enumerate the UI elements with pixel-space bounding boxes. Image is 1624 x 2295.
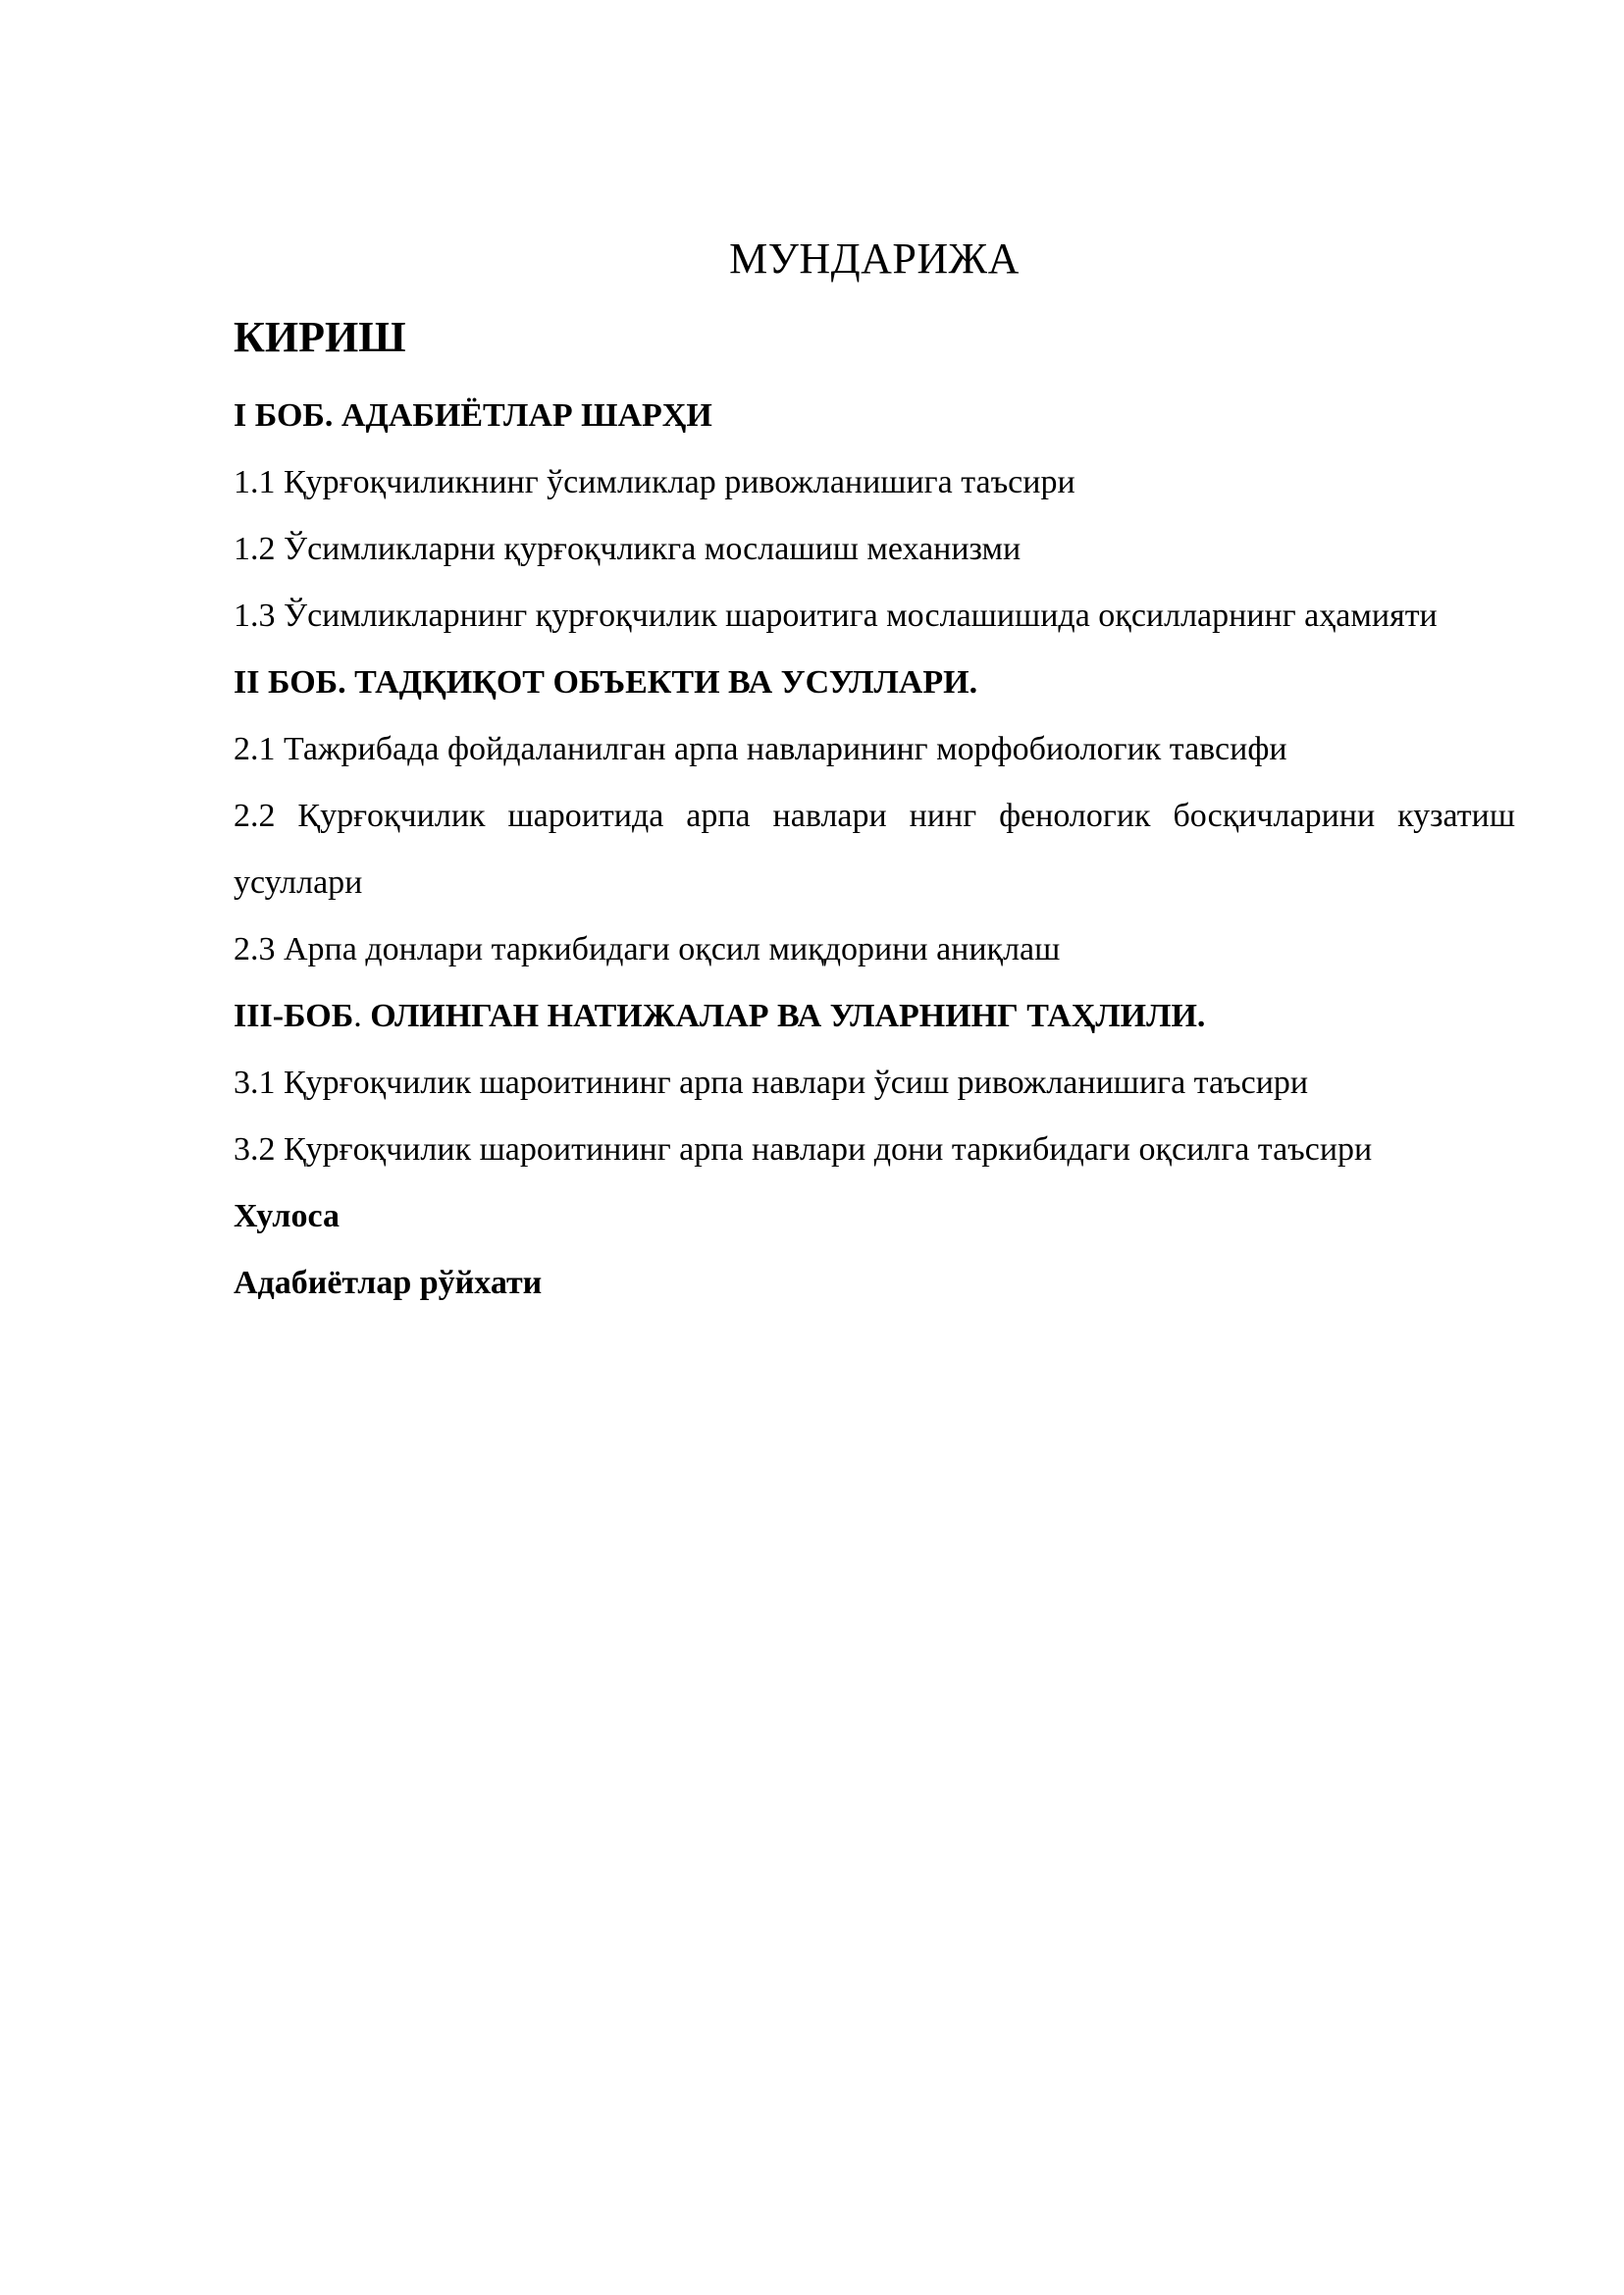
toc-conclusion: Хулоса — [234, 1198, 340, 1234]
toc-chapter-3 — [234, 983, 1515, 1050]
toc-intro: КИРИШ — [234, 313, 406, 361]
toc-chapter-2: II БОБ. ТАДҚИҚОТ ОБЪЕКТИ ВА УСУЛЛАРИ. — [234, 664, 978, 701]
toc-section-3-1: 3.1 Қурғоқчилик шароитининг арпа навлари ўсиш ривожланишига таъсири — [234, 1065, 1309, 1101]
toc-chapter-1: I БОБ. АДАБИЁТЛАР ШАРҲИ — [234, 397, 712, 434]
toc-title: МУНДАРИЖА — [729, 235, 1020, 283]
toc-chapter-3-dot: . — [353, 998, 362, 1034]
toc-chapter-3-title: ОЛИНГАН НАТИЖАЛАР ВА УЛАРНИНГ ТАҲЛИЛИ. — [361, 998, 1206, 1034]
toc-section-2-3: 2.3 Арпа донлари таркибидаги оқсил миқдорини аниқлаш — [234, 931, 1061, 967]
toc-section-2-2: 2.2 Қурғоқчилик шароитида арпа навлари нинг фенологик босқичларини кузатиш усуллари — [234, 798, 1515, 901]
table-of-contents — [234, 220, 1515, 1317]
toc-references: Адабиётлар рўйхати — [234, 1265, 543, 1301]
toc-chapter-3-prefix: III-БОБ — [234, 998, 354, 1034]
toc-section-3-2: 3.2 Қурғоқчилик шароитининг арпа навлари дони таркибидаги оқсилга таъсири — [234, 1131, 1373, 1168]
toc-section-1-1: 1.1 Қурғоқчиликнинг ўсимликлар ривожланишига таъсири — [234, 464, 1075, 500]
toc-section-2-1: 2.1 Тажрибада фойдаланилган арпа навларининг морфобиологик тавсифи — [234, 731, 1287, 767]
toc-section-1-3: 1.3 Ўсимликларнинг қурғоқчилик шароитига мослашишида оқсилларнинг аҳамияти — [234, 598, 1438, 634]
toc-section-1-2: 1.2 Ўсимликларни қурғоқчликга мослашиш механизми — [234, 531, 1022, 567]
